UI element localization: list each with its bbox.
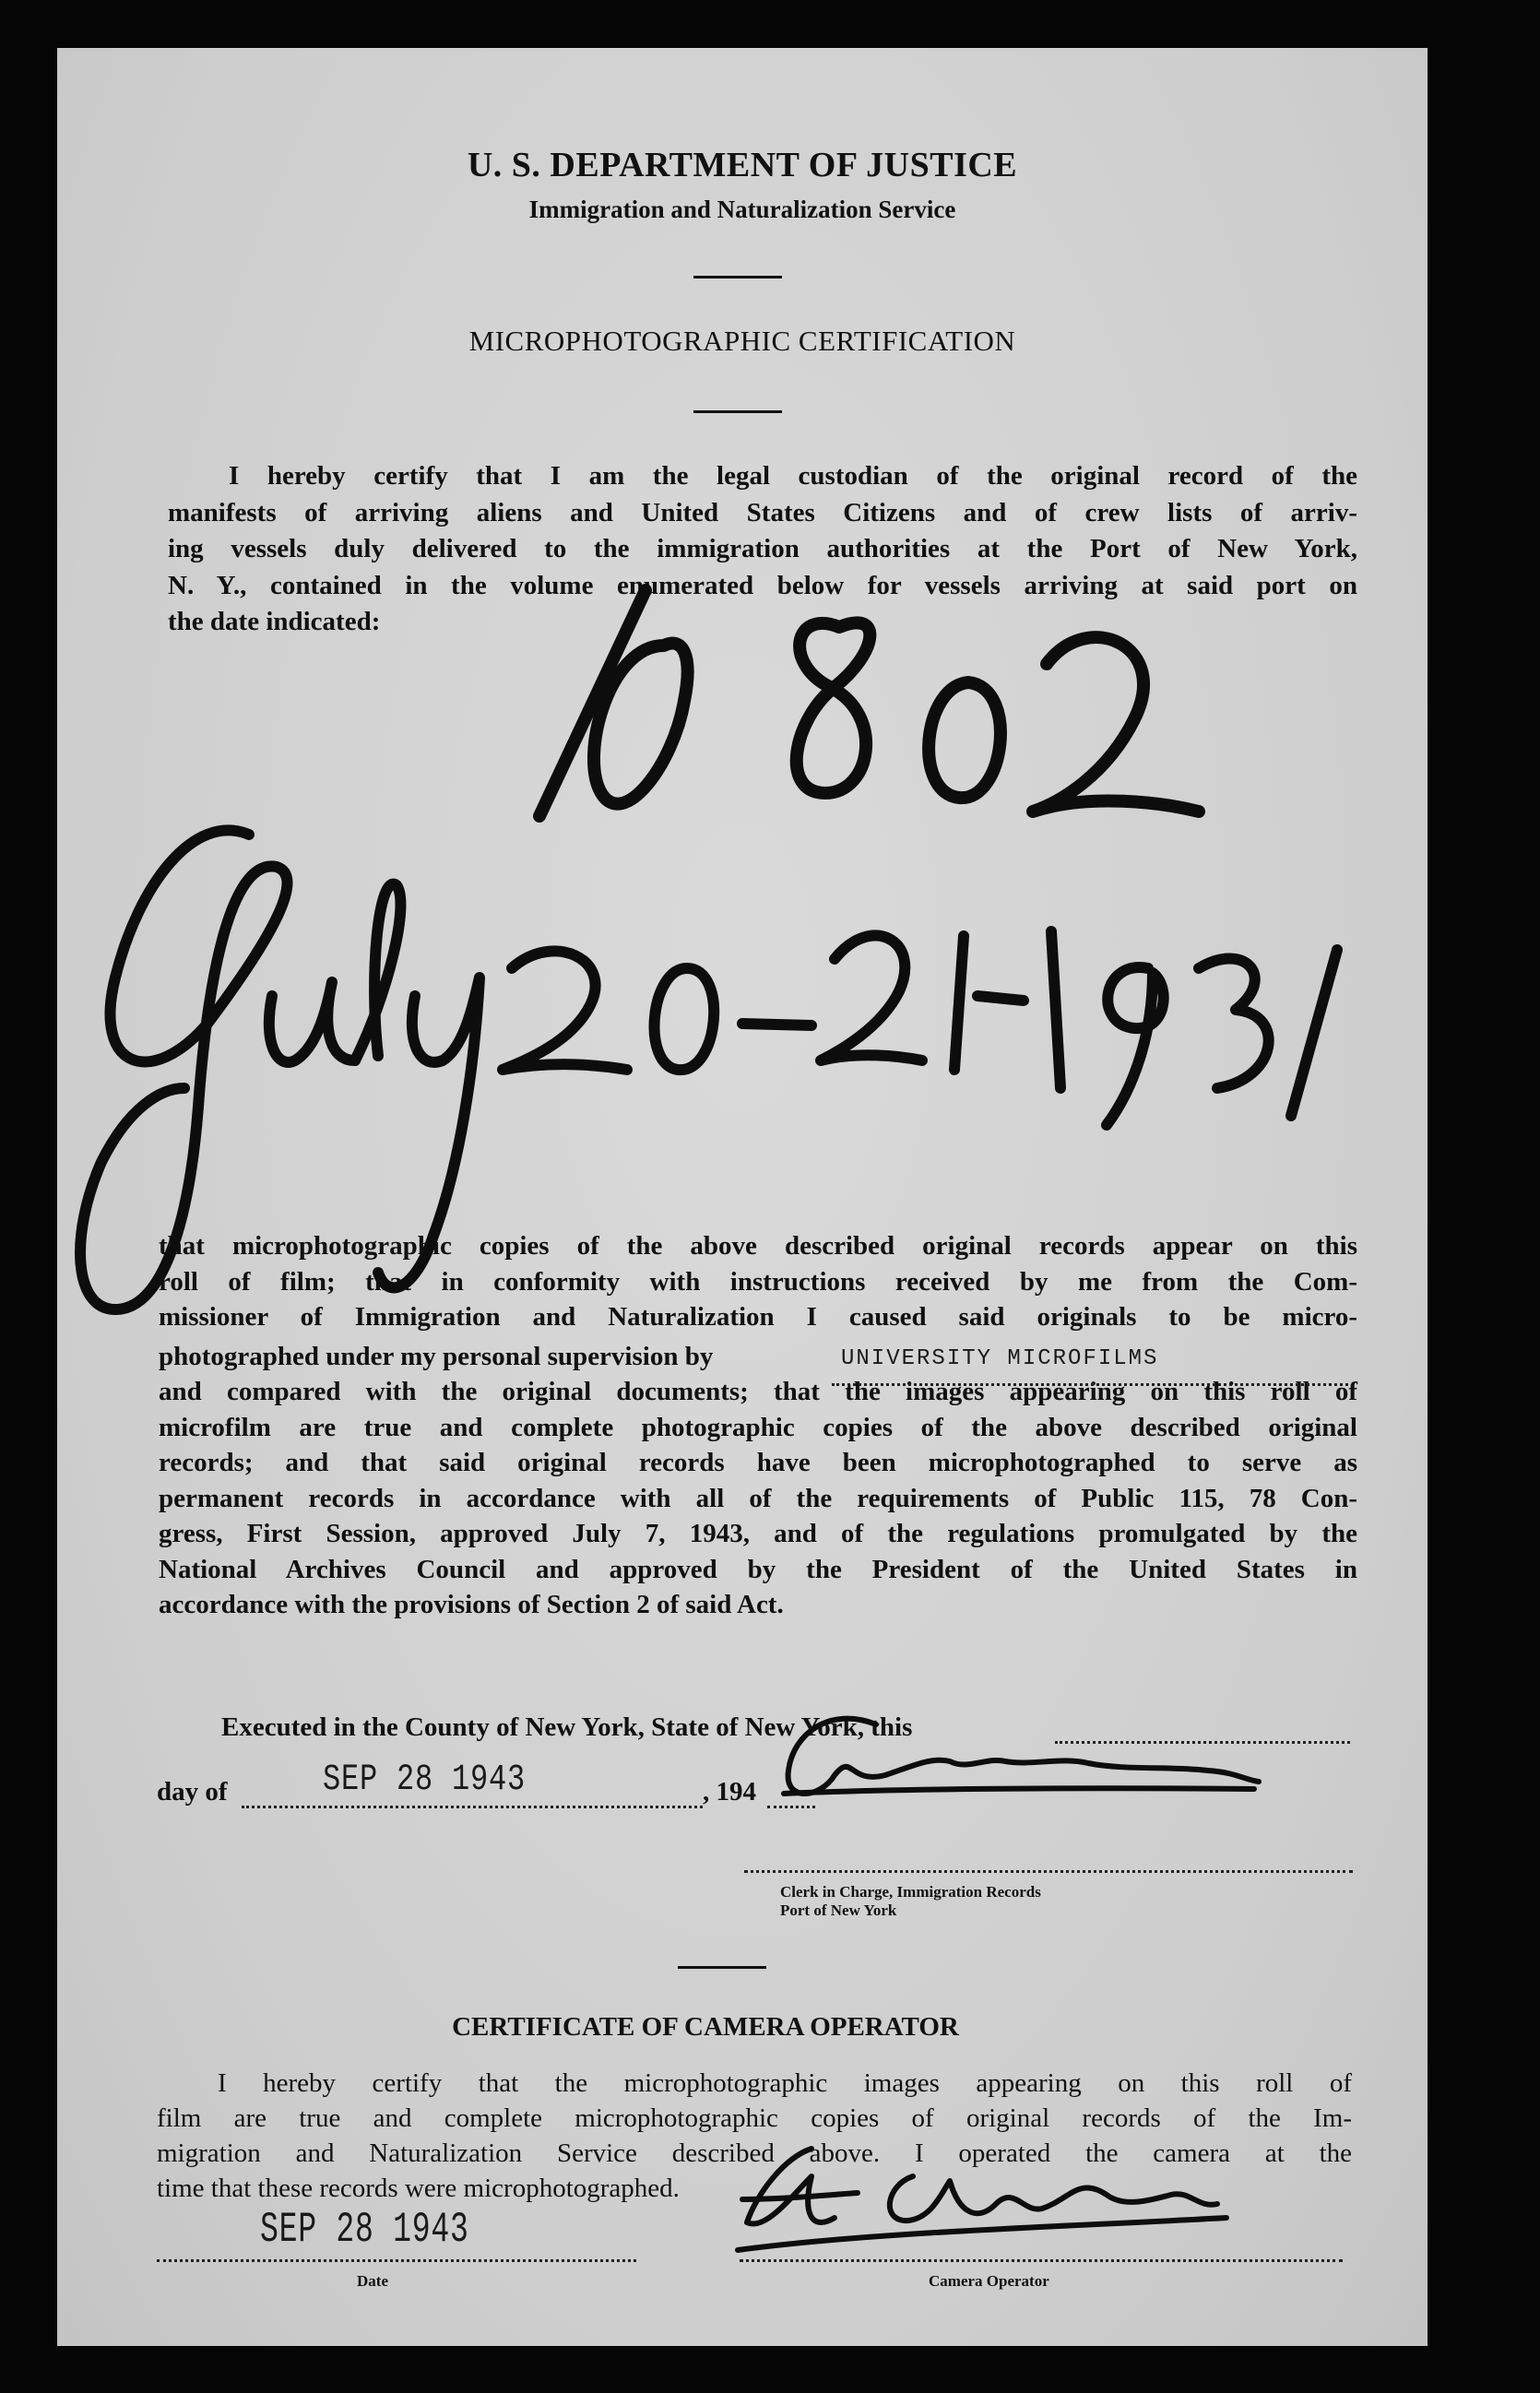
body-line: gress, First Session, approved July 7, 1943, and of the regulations promulgated by the <box>159 1519 1357 1548</box>
intro-line: the date indicated: <box>168 607 381 636</box>
supervisor-stamp: UNIVERSITY MICROFILMS <box>841 1346 1159 1371</box>
operator-signature-line <box>740 2259 1343 2262</box>
operator-date-stamp: SEP 28 1943 <box>260 2206 469 2254</box>
date-dotted-line <box>157 2259 636 2262</box>
day-of-stamp: SEP 28 1943 <box>323 1759 527 1801</box>
body-line: photographed under my personal supervision by <box>159 1341 714 1371</box>
body-line: microfilm are true and complete photographic copies of the above described original <box>159 1412 1357 1442</box>
body-line: that microphotographic copies of the above described original records appear on this <box>159 1231 1357 1261</box>
certificate-page <box>57 48 1427 2346</box>
executed-line: Executed in the County of New York, State of New York, this <box>221 1712 913 1742</box>
body-line: missioner of Immigration and Naturalization I caused said originals to be micro- <box>159 1302 1357 1332</box>
executed-dotted-line <box>1055 1741 1350 1744</box>
section-divider <box>678 1966 766 1969</box>
operator-certificate-title: CERTIFICATE OF CAMERA OPERATOR <box>452 2012 959 2042</box>
body-paragraph <box>159 1228 1357 1623</box>
header-divider <box>693 276 782 278</box>
operator-line: I hereby certify that the microphotographic images appearing on this roll of <box>218 2068 1352 2098</box>
title-divider <box>693 410 782 413</box>
body-line: accordance with the provisions of Section 2 of said Act. <box>159 1590 784 1619</box>
year-prefix: , 194 <box>703 1777 756 1807</box>
clerk-port: Port of New York <box>780 1901 897 1919</box>
clerk-signature-line <box>744 1870 1353 1873</box>
body-line: roll of film; that in conformity with instructions received by me from the Com- <box>159 1266 1357 1297</box>
intro-line: manifests of arriving aliens and United States Citizens and of crew lists of arriv- <box>168 497 1357 527</box>
day-of-dotted-line <box>242 1806 703 1808</box>
department-heading: U. S. DEPARTMENT OF JUSTICE <box>467 146 1018 184</box>
certificate-title: MICROPHOTOGRAPHIC CERTIFICATION <box>468 325 1016 357</box>
body-line: records; and that said original records have been microphotographed to serve as <box>159 1448 1357 1477</box>
service-subheading: Immigration and Naturalization Service <box>528 195 956 223</box>
intro-line: ing vessels duly delivered to the immigration authorities at the Port of New York, <box>168 534 1357 563</box>
operator-line: time that these records were microphotographed. <box>157 2174 680 2203</box>
intro-paragraph <box>168 458 1357 641</box>
body-line: and compared with the original documents; that the images appearing on this roll of <box>159 1377 1357 1406</box>
body-line: National Archives Council and approved by the President of the United States in <box>159 1554 1357 1584</box>
operator-line: migration and Naturalization Service described above. I operated the camera at the <box>157 2138 1352 2168</box>
camera-operator-label: Camera Operator <box>929 2272 1049 2290</box>
day-of-label: day of <box>157 1777 228 1807</box>
date-label: Date <box>357 2272 388 2290</box>
operator-paragraph <box>157 2066 1352 2206</box>
year-dotted-line <box>767 1806 815 1808</box>
body-line: permanent records in accordance with all of the requirements of Public 115, 78 Con- <box>159 1483 1357 1513</box>
clerk-title: Clerk in Charge, Immigration Records <box>780 1883 1041 1901</box>
supervisor-dotted-line <box>832 1383 1348 1386</box>
intro-line: I hereby certify that I am the legal custodian of the original record of the <box>229 461 1357 491</box>
operator-line: film are true and complete microphotographic copies of original records of the Im- <box>157 2103 1352 2133</box>
intro-line: N. Y., contained in the volume enumerated below for vessels arriving at said port on <box>168 570 1357 600</box>
